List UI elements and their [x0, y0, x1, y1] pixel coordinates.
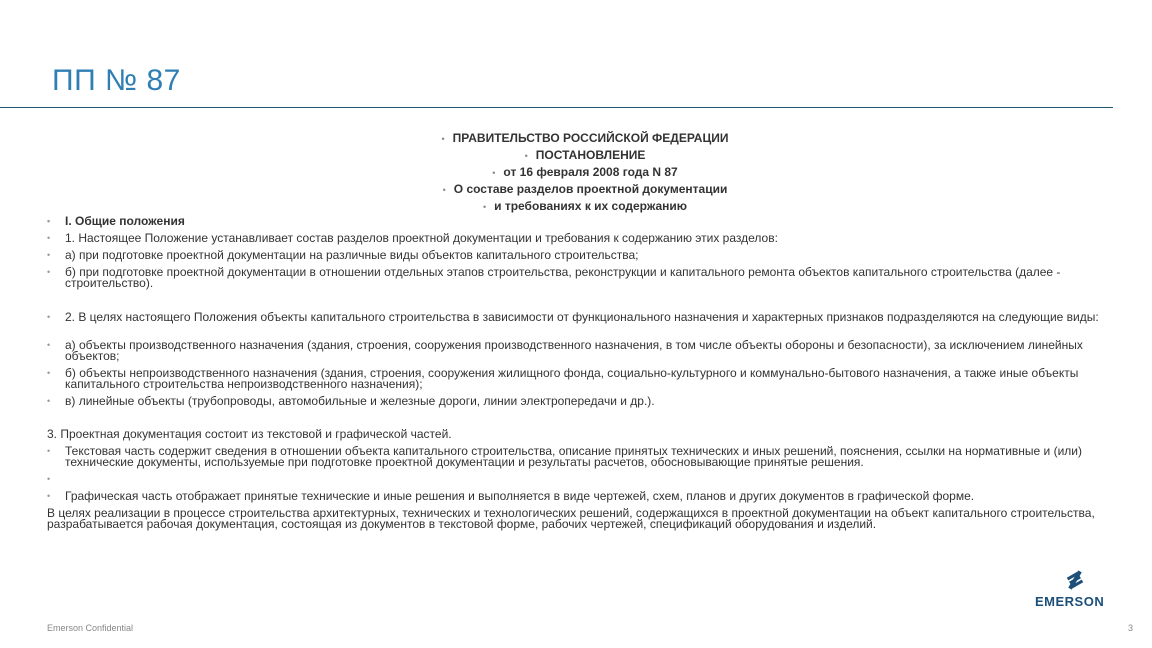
header-line-4 [0, 182, 1152, 197]
bullet: • [47, 474, 51, 484]
list-item [47, 312, 1132, 323]
list-item [47, 340, 1132, 362]
header-line-3 [0, 165, 1152, 180]
header-text: и требованиях к их содержанию [494, 199, 688, 213]
header-text: ПРАВИТЕЛЬСТВО РОССИЙСКОЙ ФЕДЕРАЦИИ [452, 131, 729, 145]
bullet: • [47, 267, 51, 277]
list-item [47, 267, 1132, 289]
emerson-logo-text: EMERSON [1035, 594, 1105, 609]
bullet: • [47, 216, 51, 226]
bullet: • [524, 151, 528, 161]
item-text: б) объекты непроизводственного назначения (здания, строения, сооружения жилищного фонда, социально-культурного и коммунально-бытового назначения, а также иные объекты капитального строительства непроизводственного назначения); [65, 366, 1079, 391]
bullet: • [47, 233, 51, 243]
item-text: б) при подготовке проектной документации в отношении отдельных этапов строительства, реконструкции и капитального ремонта объектов капитального строительства (далее - строительство). [65, 265, 1061, 290]
footer-confidential: Emerson Confidential [47, 623, 134, 633]
list-item [47, 216, 1132, 227]
bullet: • [47, 312, 51, 322]
list-item [47, 446, 1132, 468]
bullet: • [47, 250, 51, 260]
item-text: 2. В целях настоящего Положения объекты капитального строительства в зависимости от функционального назначения и характерных признаков подразделяются на следующие виды: [65, 310, 1099, 324]
title-divider [0, 107, 1113, 108]
bullet: • [441, 134, 445, 144]
header-line-5 [0, 199, 1152, 214]
list-item [47, 368, 1132, 390]
header-text: ПОСТАНОВЛЕНИЕ [535, 148, 646, 162]
item-text: в) линейные объекты (трубопроводы, автомобильные и железные дороги, линии электропередачи и др.). [65, 394, 655, 408]
closing-paragraph: В целях реализации в процессе строительства архитектурных, технических и технологических решений, содержащихся в проектной документации на объект капитального строительства, разрабатывается рабочая документация, состоящая из документов в текстовой форме, рабочих чертежей, спецификаций оборудования и изделий. [47, 506, 1095, 531]
item-text: I. Общие положения [65, 214, 185, 228]
bullet: • [47, 340, 51, 350]
list-item [47, 396, 1132, 407]
header-text: от 16 февраля 2008 года N 87 [503, 165, 678, 179]
item-text: 1. Настоящее Положение устанавливает состав разделов проектной документации и требования к содержанию этих разделов: [65, 231, 778, 245]
list-item [47, 250, 1132, 261]
header-line-2 [0, 148, 1152, 163]
bullet: • [482, 202, 487, 212]
bullet: • [47, 446, 51, 456]
header-text: О составе разделов проектной документации [453, 182, 728, 196]
slide-title: ПП № 87 [52, 64, 181, 97]
bullet: • [492, 168, 496, 178]
bullet: • [47, 368, 51, 378]
list-item [47, 233, 1132, 244]
bullet: • [47, 396, 51, 406]
item-text: Графическая часть отображает принятые технические и иные решения и выполняется в виде чертежей, схем, планов и других документов в графической форме. [65, 489, 975, 503]
item-text: а) объекты производственного назначения (здания, строения, сооружения производственного назначения, в том числе объекты обороны и безопасности), за исключением линейных объектов; [65, 338, 1083, 363]
page-number: 3 [1128, 623, 1134, 633]
header-line-1 [0, 131, 1152, 146]
list-item [47, 491, 1132, 502]
section-3-heading: 3. Проектная документация состоит из текстовой и графической частей. [47, 427, 452, 441]
item-text: а) при подготовке проектной документации на различные виды объектов капитального строительства; [65, 248, 639, 262]
bullet: • [442, 185, 446, 195]
item-text: Текстовая часть содержит сведения в отношении объекта капитального строительства, описание принятых технических и иных решений, пояснения, ссылки на нормативные и (или) технические документы, используемые при подготовке проектной документации и результаты расчетов, обосновывающие принятые решения. [65, 444, 1082, 469]
bullet: • [47, 491, 51, 501]
